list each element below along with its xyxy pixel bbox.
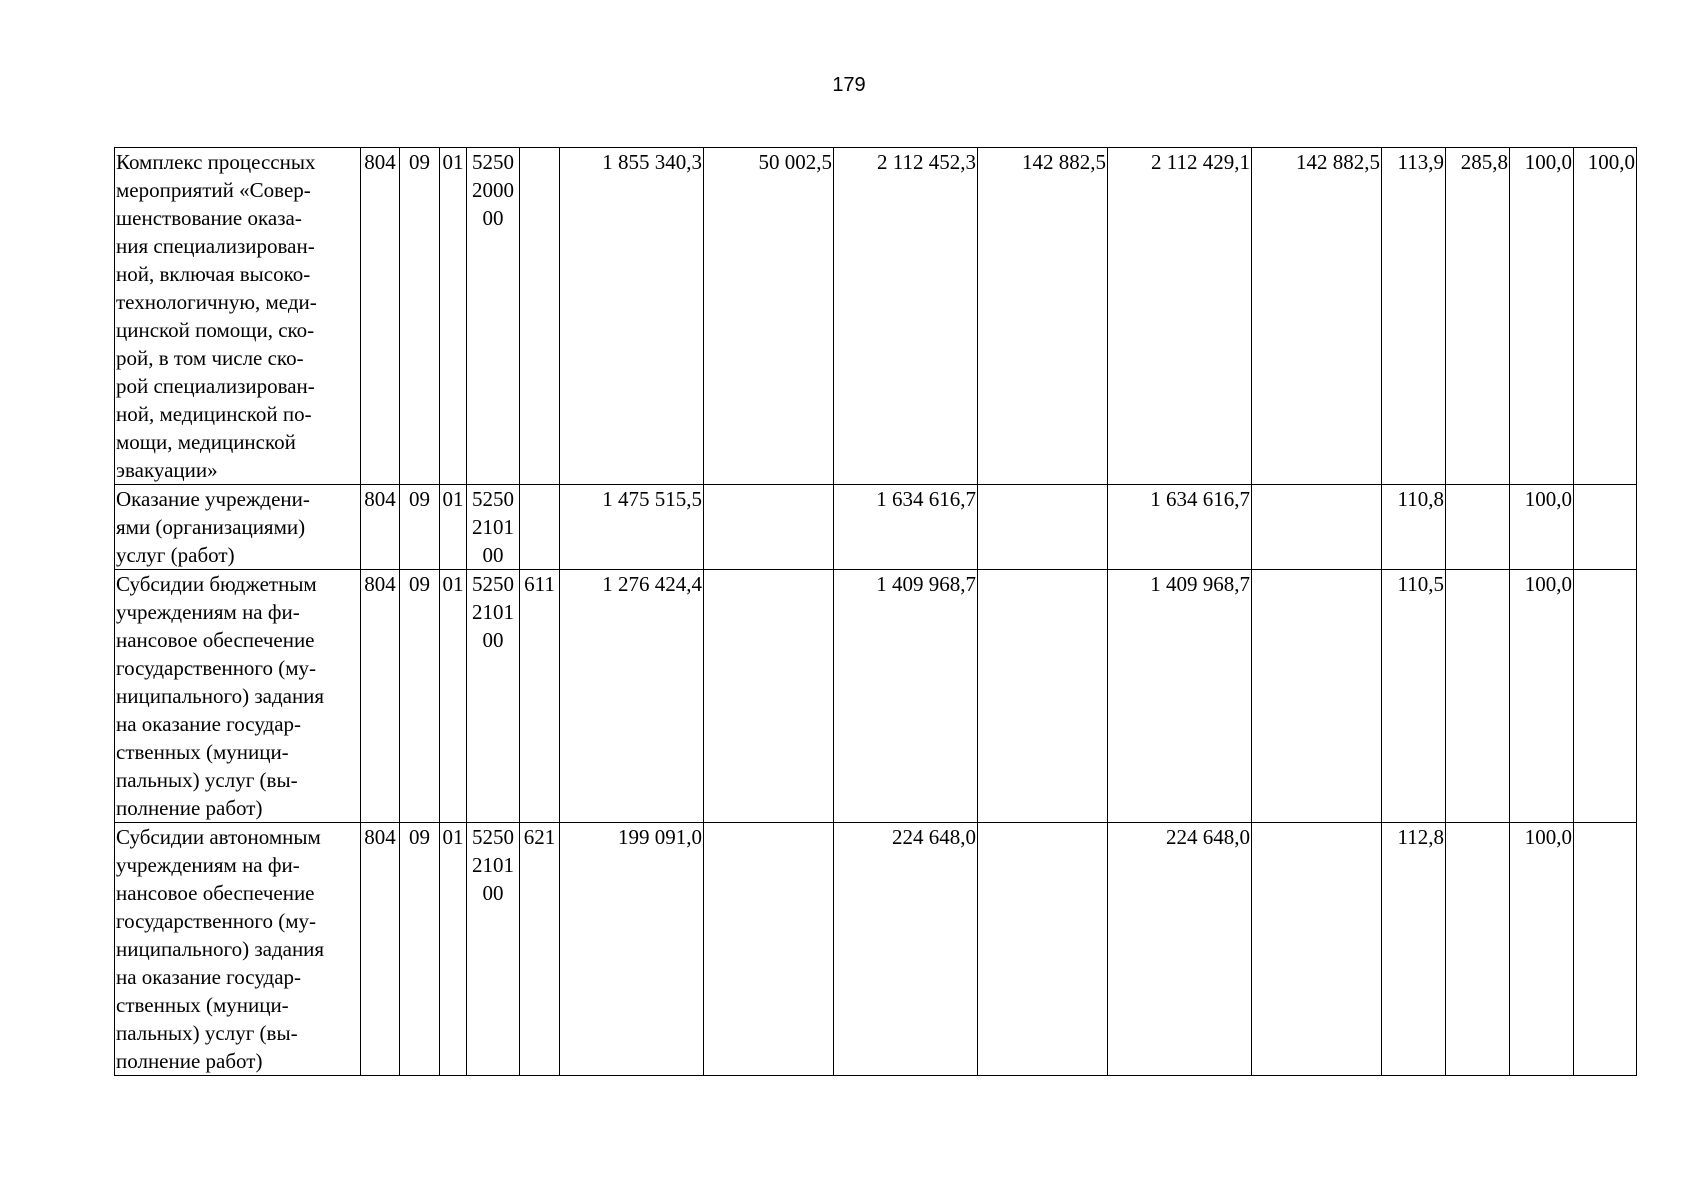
- amount-2: [704, 823, 834, 1076]
- amount-4: 142 882,5: [978, 148, 1108, 485]
- page-number: 179: [832, 74, 866, 96]
- amount-6: [1252, 570, 1382, 823]
- percent-3: 100,0: [1510, 570, 1574, 823]
- subsection-code: 01: [440, 570, 467, 823]
- amount-5: 224 648,0: [1108, 823, 1252, 1076]
- amount-4: [978, 570, 1108, 823]
- ministry-code: 804: [361, 570, 400, 823]
- row-name: Оказание учреждени- ями (организациями) услуг (работ): [115, 485, 361, 570]
- percent-3: 100,0: [1510, 823, 1574, 1076]
- expense-type-code: 611: [520, 570, 560, 823]
- amount-2: [704, 485, 834, 570]
- row-name: Комплекс процессных мероприятий «Совер- шенствование оказа- ния специализирован- ной, включая высоко- технологичную, меди- цинской помощи, ско- рой, в том числе ско- рой специализирован- ной, медицинской по- мощи, медицинской эвакуации»: [115, 148, 361, 485]
- target-article-code: 5250 2101 00: [467, 485, 520, 570]
- target-article-code: 5250 2000 00: [467, 148, 520, 485]
- percent-4: [1574, 485, 1637, 570]
- percent-2: [1446, 485, 1510, 570]
- row-name: Субсидии бюджетным учреждениям на фи- нансовое обеспечение государственного (му- ниципального) задания на оказание государ- ственных (муници- пальных) услуг (вы- полнение работ): [115, 570, 361, 823]
- percent-4: [1574, 823, 1637, 1076]
- amount-1: 1 276 424,4: [560, 570, 704, 823]
- ministry-code: 804: [361, 148, 400, 485]
- target-article-code: 5250 2101 00: [467, 823, 520, 1076]
- ministry-code: 804: [361, 823, 400, 1076]
- amount-1: 199 091,0: [560, 823, 704, 1076]
- table-row: [115, 148, 1637, 485]
- row-name: Субсидии автономным учреждениям на фи- нансовое обеспечение государственного (му- ниципального) задания на оказание государ- ственных (муници- пальных) услуг (вы- полнение работ): [115, 823, 361, 1076]
- expense-type-code: [520, 485, 560, 570]
- amount-6: 142 882,5: [1252, 148, 1382, 485]
- amount-3: 2 112 452,3: [834, 148, 978, 485]
- amount-6: [1252, 823, 1382, 1076]
- section-code: 09: [400, 570, 440, 823]
- amount-3: 224 648,0: [834, 823, 978, 1076]
- section-code: 09: [400, 148, 440, 485]
- amount-4: [978, 485, 1108, 570]
- subsection-code: 01: [440, 485, 467, 570]
- percent-3: 100,0: [1510, 485, 1574, 570]
- amount-5: 1 634 616,7: [1108, 485, 1252, 570]
- target-article-code: 5250 2101 00: [467, 570, 520, 823]
- amount-4: [978, 823, 1108, 1076]
- amount-3: 1 634 616,7: [834, 485, 978, 570]
- percent-1: 110,8: [1382, 485, 1446, 570]
- amount-2: 50 002,5: [704, 148, 834, 485]
- percent-1: 112,8: [1382, 823, 1446, 1076]
- percent-2: [1446, 823, 1510, 1076]
- amount-1: 1 855 340,3: [560, 148, 704, 485]
- subsection-code: 01: [440, 823, 467, 1076]
- table-row: [115, 485, 1637, 570]
- amount-3: 1 409 968,7: [834, 570, 978, 823]
- amount-5: 2 112 429,1: [1108, 148, 1252, 485]
- amount-1: 1 475 515,5: [560, 485, 704, 570]
- budget-table: [114, 147, 1637, 1076]
- expense-type-code: 621: [520, 823, 560, 1076]
- table-row: [115, 823, 1637, 1076]
- table-row: [115, 570, 1637, 823]
- subsection-code: 01: [440, 148, 467, 485]
- amount-5: 1 409 968,7: [1108, 570, 1252, 823]
- percent-4: 100,0: [1574, 148, 1637, 485]
- percent-1: 113,9: [1382, 148, 1446, 485]
- amount-2: [704, 570, 834, 823]
- percent-1: 110,5: [1382, 570, 1446, 823]
- expense-type-code: [520, 148, 560, 485]
- percent-3: 100,0: [1510, 148, 1574, 485]
- percent-2: [1446, 570, 1510, 823]
- percent-2: 285,8: [1446, 148, 1510, 485]
- section-code: 09: [400, 823, 440, 1076]
- amount-6: [1252, 485, 1382, 570]
- ministry-code: 804: [361, 485, 400, 570]
- section-code: 09: [400, 485, 440, 570]
- percent-4: [1574, 570, 1637, 823]
